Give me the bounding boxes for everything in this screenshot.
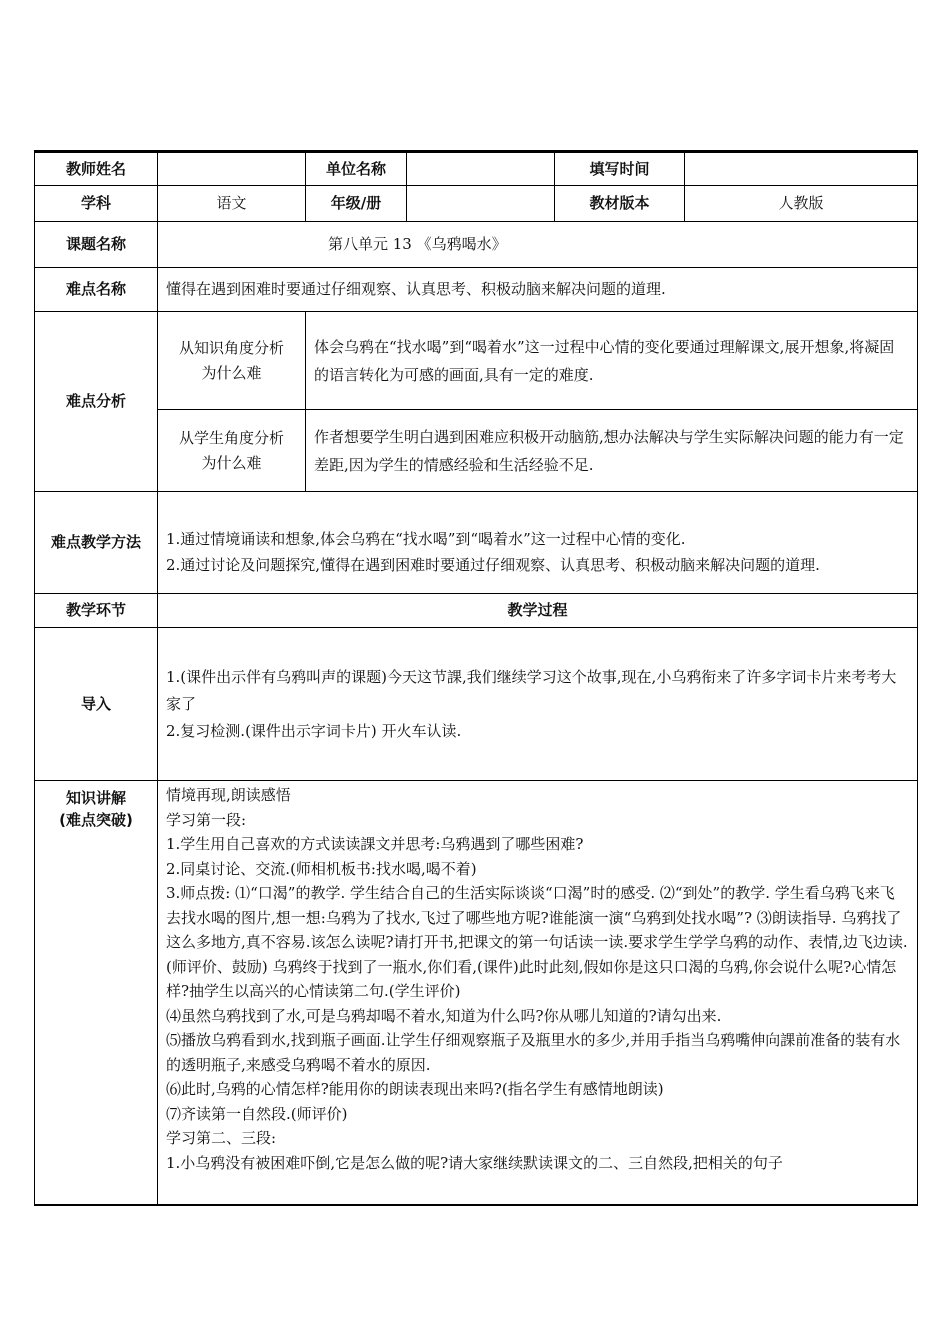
analysis-row-knowledge [35,312,918,410]
difficulty-label: 难点名称 [35,268,158,312]
process-header-row [35,594,918,628]
topic-value: 第八单元 13 《乌鸦喝水》 [158,222,918,268]
method-label: 难点教学方法 [35,492,158,594]
header-row-2 [35,186,918,222]
grade-value [407,186,555,222]
unit-label: 单位名称 [306,152,407,186]
knowledge-paragraph: 3.师点拨: ⑴“口渴”的教学. 学生结合自己的生活实际谈谈“口渴”时的感受. ⑵“到处”的教学. 学生看乌鸦飞来飞去找水喝的图片,想一想:乌鸦为了找水,飞过了哪些地方呢?谁能演一演“乌鸦到处找水喝”? ⑶朗读指导. 乌鸦找了这么多地方,真不容易.该怎么读呢?请打开书,把课文的第一句话读一读.要求学生学学乌鸦的动作、表情,边飞边读.(师评价、鼓励) 乌鸦终于找到了一瓶水,你们看,(课件)此时此刻,假如你是这只口渴的乌鸦,你会说什么呢?心情怎样?抽学生以高兴的心情读第二句.(学生评价) [166,884,908,1000]
knowledge-text [158,781,918,1205]
textbook-value: 人教版 [685,186,918,222]
process-label: 教学过程 [158,594,918,628]
method-row [35,492,918,594]
knowledge-row [35,781,918,1205]
grade-label: 年级/册 [306,186,407,222]
knowledge-angle-label: 从知识角度分析 为什么难 [158,312,306,410]
subject-value: 语文 [158,186,306,222]
difficulty-row [35,268,918,312]
knowledge-paragraph: 情境再现,朗读感悟 [166,786,291,804]
analysis-label: 难点分析 [35,312,158,492]
intro-text: 1.(课件出示伴有乌鸦叫声的课题)今天这节課,我们继续学习这个故事,现在,小乌鸦衔来了许多字词卡片来考考大家了 2.复习检测.(课件出示字词卡片) 开火车认读. [158,628,918,781]
textbook-label: 教材版本 [555,186,685,222]
knowledge-paragraph: ⑹此时,乌鸦的心情怎样?能用你的朗读表现出来吗?(指名学生有感情地朗读) [166,1080,664,1098]
unit-value [407,152,555,186]
fill-time-label: 填写时间 [555,152,685,186]
intro-label: 导入 [35,628,158,781]
topic-row [35,222,918,268]
method-text: 1.通过情境诵读和想象,体会乌鸦在“找水喝”到“喝着水”这一过程中心情的变化. 2.通过讨论及问题探究,懂得在遇到困难时要通过仔细观察、认真思考、积极动脑来解决问题的道理. [158,492,918,594]
teacher-name-value [158,152,306,186]
header-row-1 [35,152,918,186]
knowledge-label: 知识讲解 (难点突破) [35,781,158,1205]
knowledge-angle-text: 体会乌鸦在“找水喝”到“喝着水”这一过程中心情的变化要通过理解课文,展开想象,将凝固的语言转化为可感的画面,具有一定的难度. [306,312,918,410]
stage-label: 教学环节 [35,594,158,628]
knowledge-paragraph: ⑷虽然乌鸦找到了水,可是乌鸦却喝不着水,知道为什么吗?你从哪儿知道的?请勾出来. [166,1006,722,1025]
knowledge-paragraph: 1.学生用自己喜欢的方式读读課文并思考:乌鸦遇到了哪些困难? [166,835,584,853]
fill-time-value [685,152,918,186]
student-angle-text: 作者想要学生明白遇到困难应积极开动脑筋,想办法解决与学生实际解决问题的能力有一定差距,因为学生的情感经验和生活经验不足. [306,410,918,492]
analysis-row-student [35,410,918,492]
knowledge-paragraph: 学习第一段: [166,810,247,829]
knowledge-paragraph: ⑸播放乌鸦看到水,找到瓶子画面.让学生仔细观察瓶子及瓶里水的多少,并用手指当乌鸦嘴伸向課前准备的装有水的透明瓶子,来感受乌鸦喝不着水的原因. [166,1031,901,1074]
knowledge-paragraph: 2.同桌讨论、交流.(师相机板书:找水喝,喝不着) [166,859,477,878]
lesson-plan-table [34,150,918,1206]
knowledge-paragraph: 1.小乌鸦没有被困难吓倒,它是怎么做的呢?请大家继续默读课文的二、三自然段,把相关的句子 [166,1153,783,1172]
topic-label: 课题名称 [35,222,158,268]
knowledge-paragraph: 学习第二、三段: [166,1129,277,1147]
student-angle-label: 从学生角度分析 为什么难 [158,410,306,492]
intro-row [35,628,918,781]
subject-label: 学科 [35,186,158,222]
difficulty-value: 懂得在遇到困难时要通过仔细观察、认真思考、积极动脑来解决问题的道理. [158,268,918,312]
teacher-name-label: 教师姓名 [35,152,158,186]
knowledge-paragraph: ⑺齐读第一自然段.(师评价) [166,1104,348,1123]
